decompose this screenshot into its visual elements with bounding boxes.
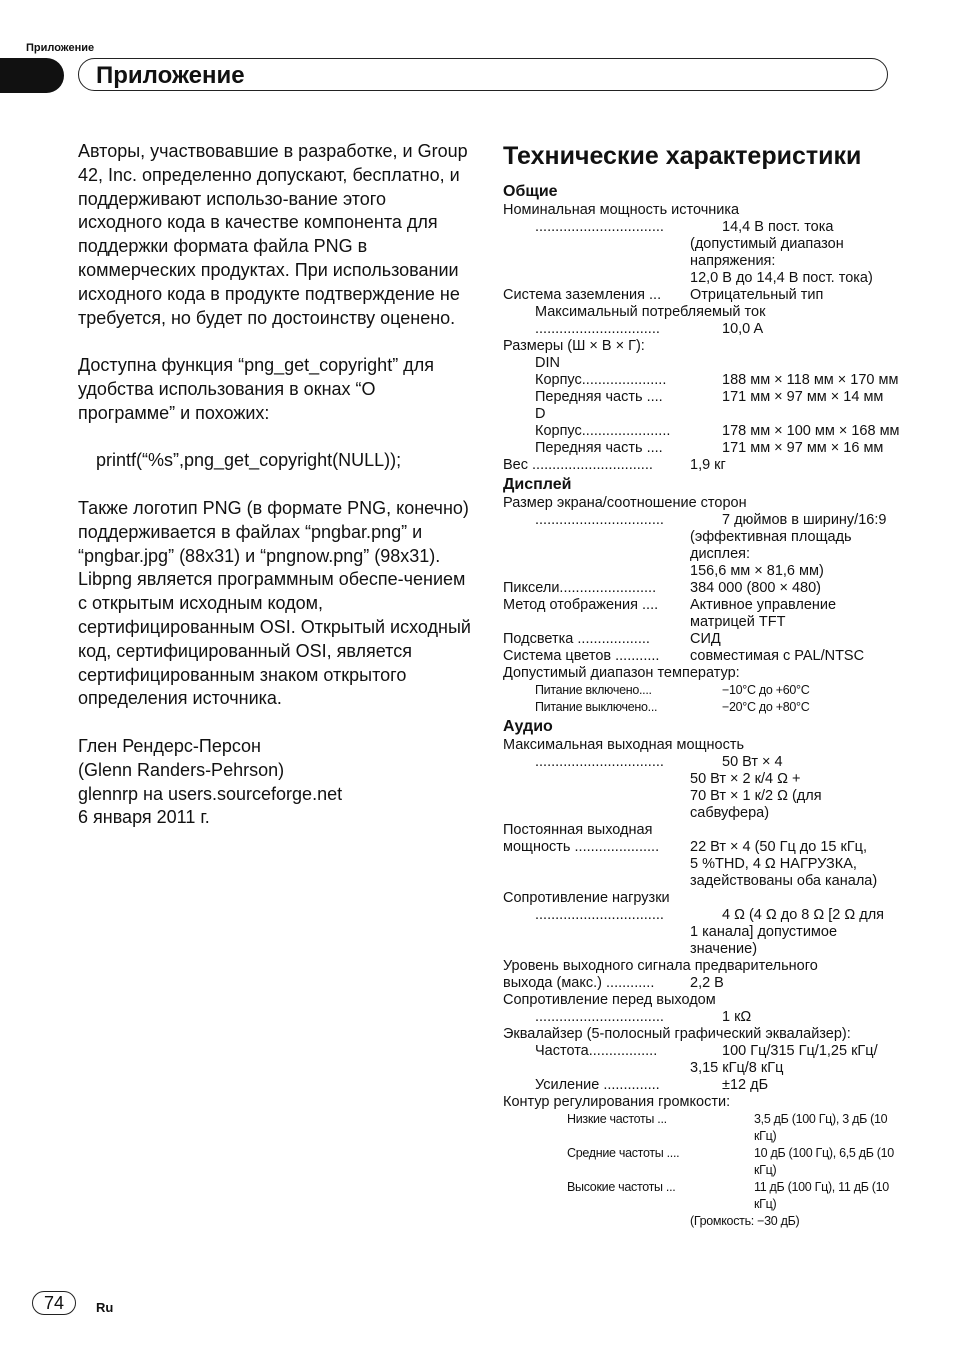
spec-row: Усиление .............. ±12 дБ xyxy=(535,1077,769,1093)
running-header: Приложение xyxy=(26,42,95,54)
spec-row: мощность ..................... 22 Вт × 4 (50 Гц до 15 кГц, xyxy=(503,839,868,855)
spec-row: выхода (макс.) ............ 2,2 В xyxy=(503,975,724,991)
spec-label: Номинальная мощность источника xyxy=(503,202,740,218)
spec-row: Питание выключено... −20°C до +80°C xyxy=(535,700,810,714)
spec-row: Метод отображения .... Активное управление xyxy=(503,597,837,613)
spec-label: Максимальный потребляемый ток xyxy=(535,304,766,320)
spec-row: Корпус..................... 188 мм × 118 мм × 170 мм xyxy=(535,372,899,388)
spec-row: Низкие частоты ... 3,5 дБ (100 Гц), 3 дБ (10 кГц) xyxy=(567,1112,888,1143)
signature-latin: (Glenn Randers-Pehrson) xyxy=(78,759,285,780)
spec-row: ................................ 14,4 В пост. тока xyxy=(535,219,834,235)
paragraph-logo: Также логотип PNG (в формате PNG, конечно) поддерживается в файлах “pngbar.png” и “pngbar.jpg” (88x31) и “pngnow.png” (98x31). xyxy=(78,497,469,566)
spec-row: Передняя часть .... 171 мм × 97 мм × 14 мм xyxy=(535,389,884,405)
section-audio: Аудио xyxy=(503,718,553,735)
spec-sublabel: DIN xyxy=(535,355,560,371)
spec-label: Допустимый диапазон температур: xyxy=(503,665,740,681)
paragraph-authors: Авторы, участвовавшие в разработке, и Group 42, Inc. определенно допускают, бесплатно, и поддерживают использо-вание этого исходного кода в качестве компонента для поддержки формата файла PNG в коммерческих продуктах. При использовании исходного кода в продукте подтверждение не требуется, но будет по достоинству оценено. xyxy=(78,141,468,328)
spec-label: Уровень выходного сигнала предварительного xyxy=(503,958,818,974)
spec-sublabel: D xyxy=(535,406,546,422)
license-text xyxy=(78,140,473,830)
spec-label: Постоянная выходная xyxy=(503,822,653,838)
page-number: 74 xyxy=(32,1291,76,1315)
section-title: Приложение xyxy=(96,62,245,89)
spec-label: Размер экрана/соотношение сторон xyxy=(503,495,747,511)
spec-row: ............................... 10,0 A xyxy=(535,321,764,337)
spec-label: Сопротивление нагрузки xyxy=(503,890,670,906)
paragraph-osi: Libpng является программным обеспе-чением с открытым исходным кодом, сертифицированным OSI. Открытый исходный код, сертифицированный OSI, является сертифицированным знаком открытого определения источника. xyxy=(78,569,471,709)
spec-label: Контур регулирования громкости: xyxy=(503,1094,731,1110)
signature-name: Глен Рендерс-Персон xyxy=(78,735,261,756)
spec-row: Корпус...................... 178 мм × 100 мм × 168 мм xyxy=(535,423,900,439)
signature-date: 6 января 2011 г. xyxy=(78,807,210,828)
specs-title: Технические характеристики xyxy=(503,142,862,170)
spec-row: Подсветка .................. СИД xyxy=(503,631,721,647)
spec-row: Передняя часть .... 171 мм × 97 мм × 16 мм xyxy=(535,440,884,456)
spec-row: Вес .............................. 1,9 кг xyxy=(503,457,726,473)
code-snippet: printf(“%s”,png_get_copyright(NULL)); xyxy=(96,450,402,471)
signature-email: glennrp на users.sourceforge.net xyxy=(78,783,343,804)
section-display: Дисплей xyxy=(503,476,572,493)
spec-label: Эквалайзер (5-полосный графический эквалайзер): xyxy=(503,1026,851,1042)
spec-row: Высокие частоты ... 11 дБ (100 Гц), 11 дБ (10 кГц) xyxy=(567,1180,889,1211)
spec-row: ................................ 1 кΩ xyxy=(535,1009,752,1025)
spec-row: Система цветов ........... совместимая с PAL/NTSC xyxy=(503,648,865,664)
spec-row: Система заземления ... Отрицательный тип xyxy=(503,287,824,303)
specs-list: Общие Номинальная мощность источника ................................ 14,4 В пост. тока (допустимый диапазон напряжения: 12,0 В до 14,4 В пост. тока) Система заземления ... Отрицательный тип Максимальный потребляемый ток ............................... 10,0 A Размеры (Ш × В × Г): DIN Корпус..................... 188 мм × 118 мм × 170 мм Передняя часть .... 171 мм × 97 мм × 14 мм D Корпус...................... 178 мм × 100 мм × 168 мм Передняя часть .... 171 мм × 97 мм × 16 мм Вес .............................. 1,9 кг Дисплей Размер экрана/соотношение сторон ................................ 7 дюймов в ширину/16:9 (эффективная площадь дисплея: 156,6 мм × 81,6 мм) Пиксели........................ 384 000 (800 × 480) Метод отображения .... Активное управление матрицей TFT Подсветка .................. СИД Система цветов ........... совместимая с PAL/NTSC Допустимый диапазон температур: Питание включено.... −10°C до +60°C Питание выключено... −20°C до +80°C Аудио Максимальная выходная мощность ................................ 50 Вт × 4 50 Вт × 2 к/4 Ω + 70 Вт × 1 к/2 Ω (для сабвуфера) Постоянная выходная мощность ..................... 22 Вт × 4 (50 Гц до 15 кГц, 5 %THD, 4 Ω НАГРУЗКА, задействованы оба канала) Сопротивление нагрузки ................................ 4 Ω (4 Ω до 8 Ω [2 Ω для 1 канала] допустимое значение) Уровень выходного сигнала предварительного выхода (макс.) ............ 2,2 В Сопротивление перед выходом ................................ 1 кΩ Эквалайзер (5-полосный графический эквалайзер): Частота................. 100 Гц/315 Гц/1,25 кГц/ 3,15 кГц/8 кГц Усиление .............. ±12 дБ Контур регулирования громкости: Низкие частоты ... 3,5 дБ (100 Гц), 3 дБ (10 кГц) Средние частоты .... 10 дБ (100 Гц), 6,5 дБ (10 кГц) Высокие частоты ... 11 дБ (100 Гц), 11 дБ (10 кГц) (Громкость: −30 дБ) xyxy=(503,181,903,1230)
spec-row: Пиксели........................ 384 000 (800 × 480) xyxy=(503,580,822,596)
section-tab xyxy=(0,58,64,93)
language-code: Ru xyxy=(96,1300,114,1315)
paragraph-copyright-function: Доступна функция “png_get_copyright” для удобства использования в окнах “О программе” и похожих: xyxy=(78,355,434,423)
spec-label: Сопротивление перед выходом xyxy=(503,992,716,1008)
section-general: Общие xyxy=(503,183,558,200)
spec-row: Питание включено.... −10°C до +60°C xyxy=(535,683,810,697)
spec-row: Частота................. 100 Гц/315 Гц/1,25 кГц/ xyxy=(535,1043,878,1059)
spec-label: Размеры (Ш × В × Г): xyxy=(503,338,645,354)
spec-row: ................................ 4 Ω (4 Ω до 8 Ω [2 Ω для xyxy=(535,907,885,923)
spec-row: ................................ 50 Вт × 4 xyxy=(535,754,783,770)
spec-row: Средние частоты .... 10 дБ (100 Гц), 6,5 дБ (10 кГц) xyxy=(567,1146,894,1177)
spec-label: Максимальная выходная мощность xyxy=(503,737,745,753)
spec-row: ................................ 7 дюймов в ширину/16:9 xyxy=(535,512,887,528)
